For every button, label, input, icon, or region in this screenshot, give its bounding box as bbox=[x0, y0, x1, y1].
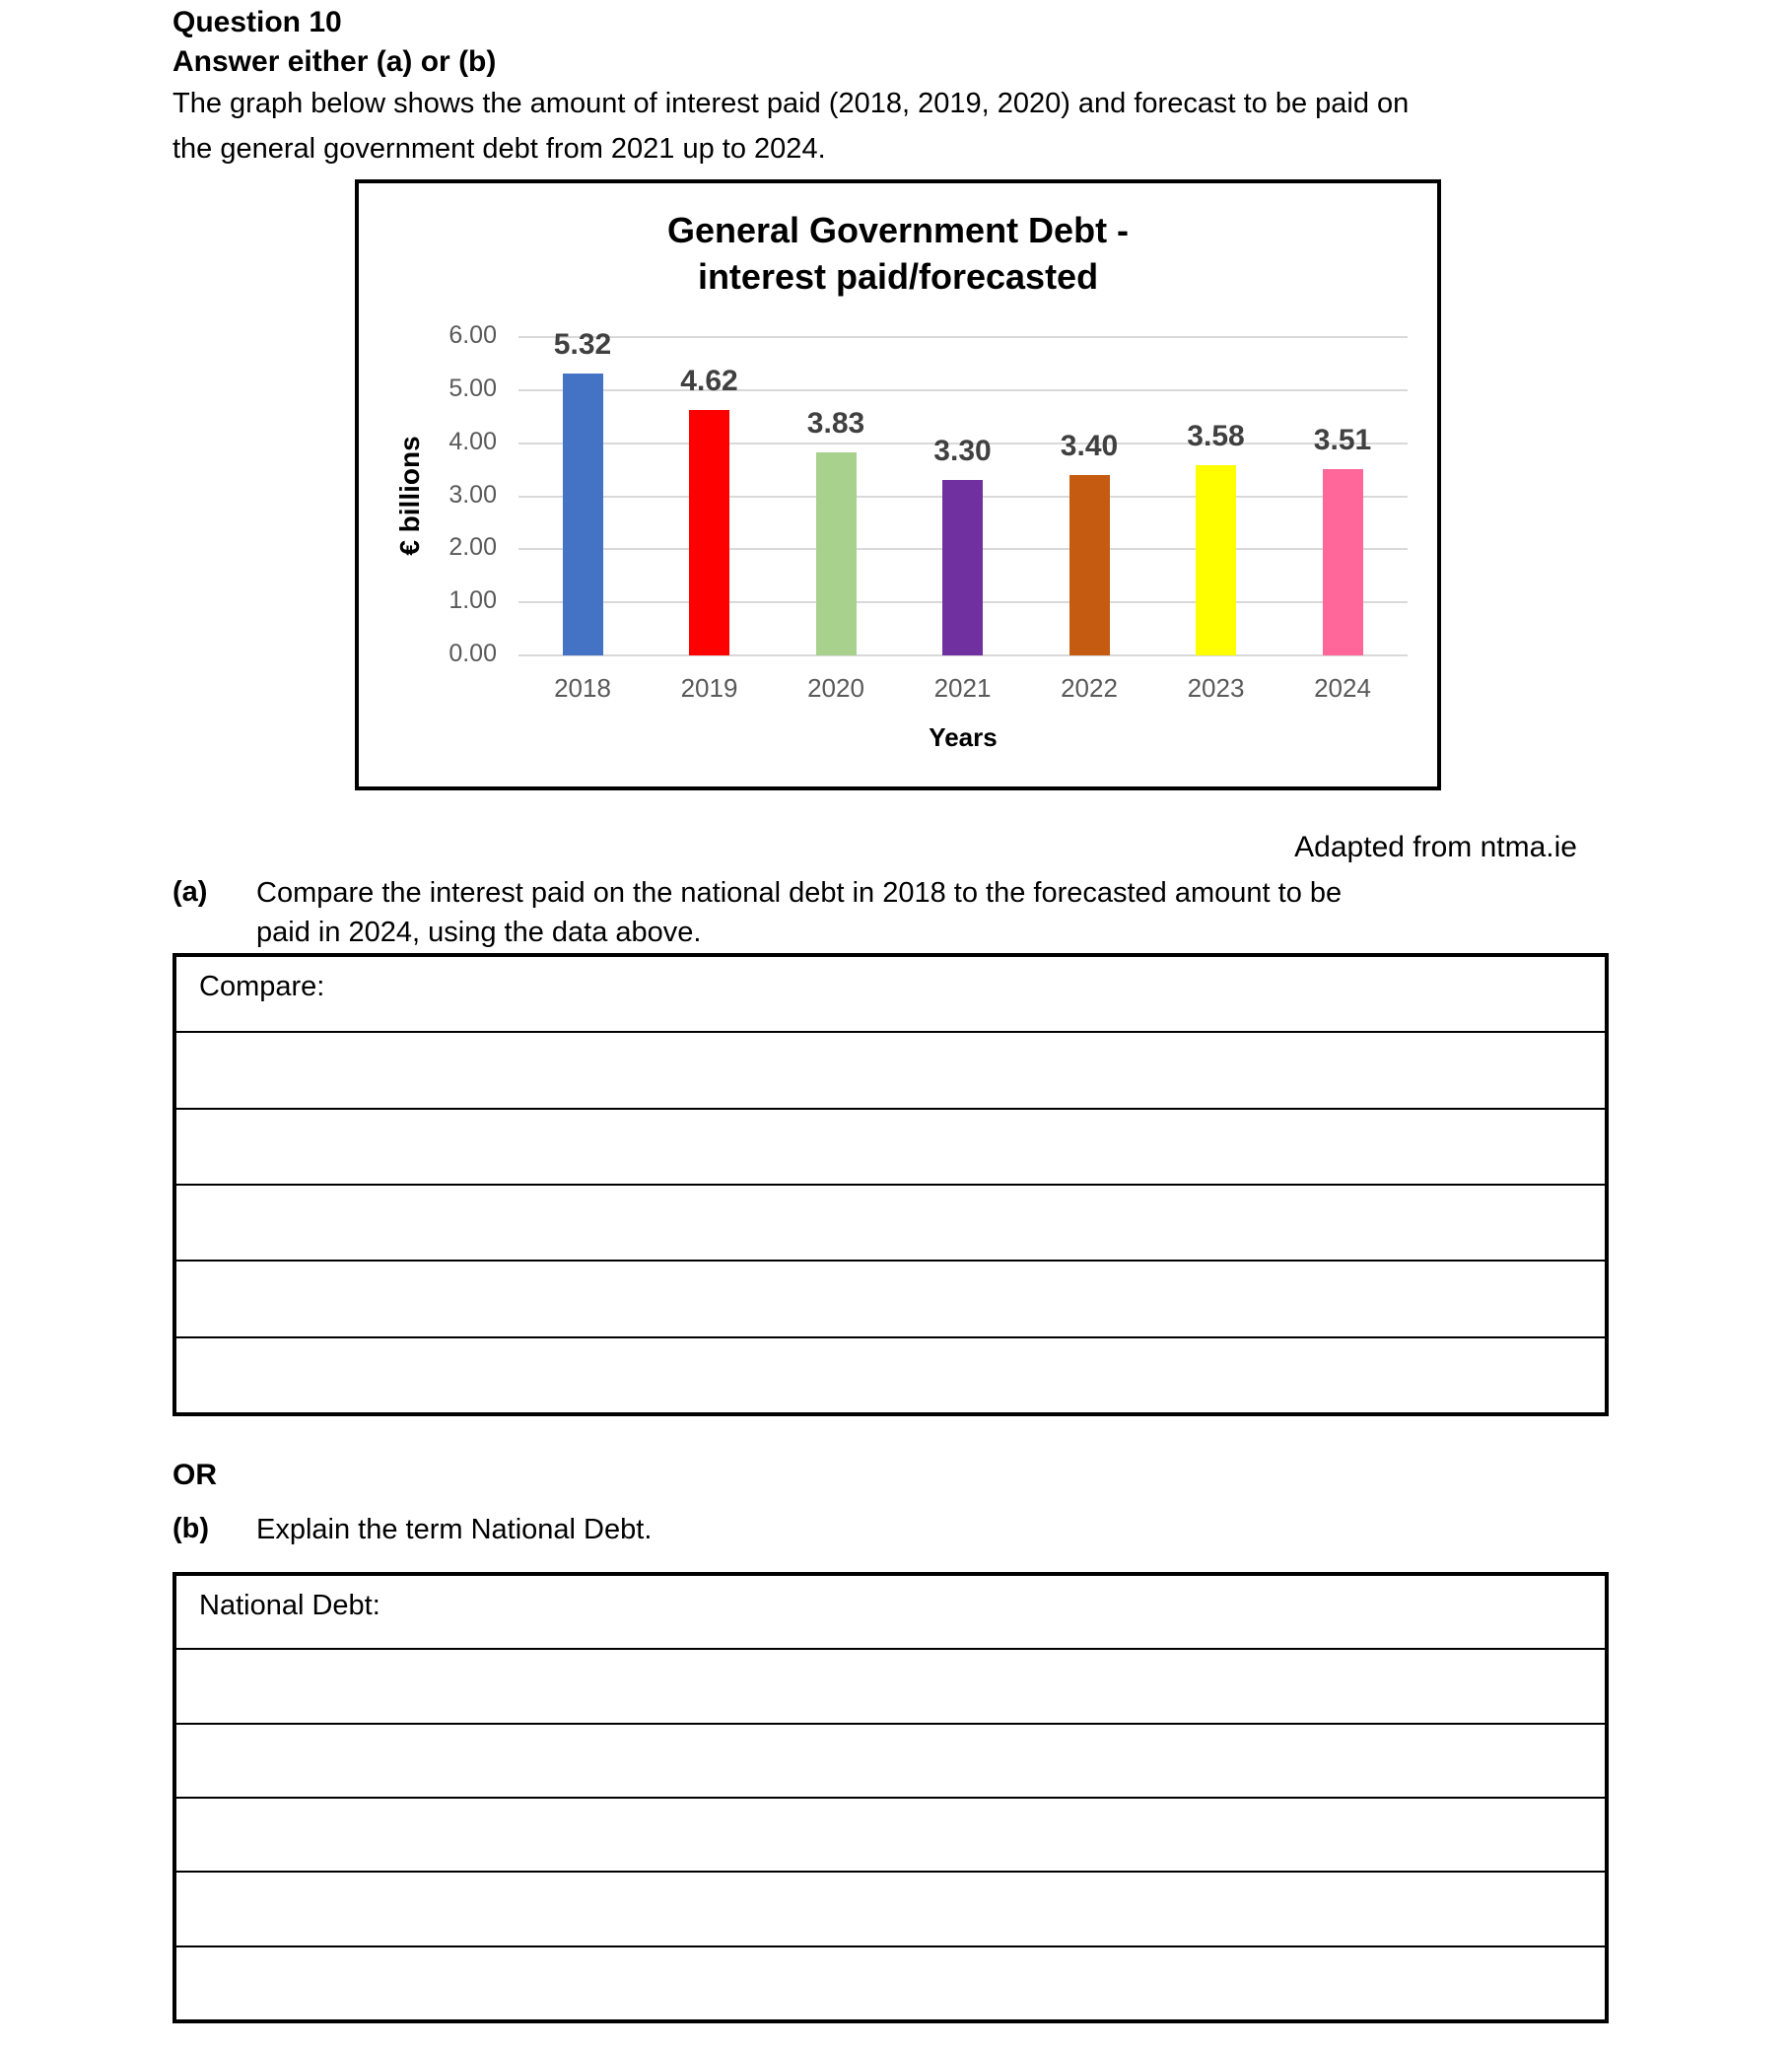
answer-prompt-row bbox=[176, 1576, 1605, 1648]
x-tick-label: 2018 bbox=[554, 673, 611, 703]
x-tick-label: 2024 bbox=[1314, 673, 1371, 703]
x-tick-label: 2020 bbox=[807, 673, 864, 703]
bar-value-label: 4.62 bbox=[680, 365, 738, 398]
answer-box-part-b bbox=[172, 1572, 1609, 2023]
answer-blank-line bbox=[176, 1108, 1605, 1184]
bar-2020 bbox=[816, 452, 857, 655]
y-tick-label: 1.00 bbox=[448, 586, 497, 615]
y-tick-label: 6.00 bbox=[448, 321, 497, 349]
answer-blank-line bbox=[176, 1797, 1605, 1871]
bar-value-label: 3.58 bbox=[1187, 420, 1245, 453]
x-tick-label: 2023 bbox=[1187, 673, 1245, 703]
answer-blank-line bbox=[176, 1336, 1605, 1412]
bar-2021 bbox=[942, 480, 983, 655]
gridline bbox=[518, 336, 1408, 338]
bar-value-label: 3.30 bbox=[933, 435, 992, 468]
answer-blank-line bbox=[176, 1648, 1605, 1722]
part-b-label: (b) bbox=[172, 1513, 210, 1544]
x-tick-label: 2019 bbox=[680, 673, 738, 703]
y-tick-label: 0.00 bbox=[448, 640, 497, 667]
answer-blank-line bbox=[176, 1871, 1605, 1945]
bar-2024 bbox=[1323, 469, 1363, 655]
y-tick-label: 3.00 bbox=[448, 480, 497, 509]
question-number: Question 10 bbox=[172, 6, 342, 38]
source-note: Adapted from ntma.ie bbox=[1294, 831, 1577, 863]
answer-blank-line bbox=[176, 1031, 1605, 1107]
answer-prompt-row bbox=[176, 957, 1605, 1031]
x-tick-label: 2021 bbox=[933, 673, 992, 703]
or-label: OR bbox=[172, 1459, 217, 1491]
intro-text-line1: The graph below shows the amount of interest paid (2018, 2019, 2020) and forecast to be paid on bbox=[172, 88, 1410, 119]
answer-blank-line bbox=[176, 1946, 1605, 2019]
part-a-answer-prompt: Compare: bbox=[199, 971, 325, 1002]
part-b-text: Explain the term National Debt. bbox=[256, 1514, 653, 1545]
x-axis-label: Years bbox=[929, 722, 998, 752]
intro-text-line2: the general government debt from 2021 up to 2024. bbox=[172, 133, 826, 165]
answer-box-part-a bbox=[172, 953, 1609, 1416]
chart-title bbox=[359, 207, 1437, 300]
bar-value-label: 3.40 bbox=[1060, 429, 1119, 462]
chart-title-line1: General Government Debt - bbox=[666, 210, 1130, 250]
bar-2023 bbox=[1196, 465, 1236, 655]
y-tick-label: 2.00 bbox=[448, 533, 497, 562]
bar-value-label: 3.51 bbox=[1313, 424, 1372, 457]
bar-value-label: 3.83 bbox=[806, 406, 865, 440]
y-tick-label: 5.00 bbox=[448, 374, 497, 402]
part-b-answer-prompt: National Debt: bbox=[199, 1590, 380, 1621]
answer-blank-line bbox=[176, 1184, 1605, 1260]
chart-title-line2: interest paid/forecasted bbox=[697, 256, 1099, 297]
y-tick-label: 4.00 bbox=[448, 427, 497, 455]
chart-frame bbox=[355, 179, 1441, 790]
answer-instruction: Answer either (a) or (b) bbox=[172, 45, 497, 78]
bar-2018 bbox=[563, 374, 603, 655]
bar-2019 bbox=[689, 410, 729, 655]
part-a-label: (a) bbox=[172, 876, 208, 908]
answer-blank-line bbox=[176, 1723, 1605, 1797]
y-axis-label: € billions bbox=[394, 436, 425, 556]
answer-blank-line bbox=[176, 1260, 1605, 1335]
part-a-text-line1: Compare the interest paid on the national debt in 2018 to the forecasted amount to be bbox=[256, 877, 1343, 909]
bar-2022 bbox=[1069, 475, 1110, 655]
x-tick-label: 2022 bbox=[1061, 673, 1118, 703]
bar-value-label: 5.32 bbox=[553, 327, 612, 361]
part-a-text-line2: paid in 2024, using the data above. bbox=[256, 917, 702, 948]
